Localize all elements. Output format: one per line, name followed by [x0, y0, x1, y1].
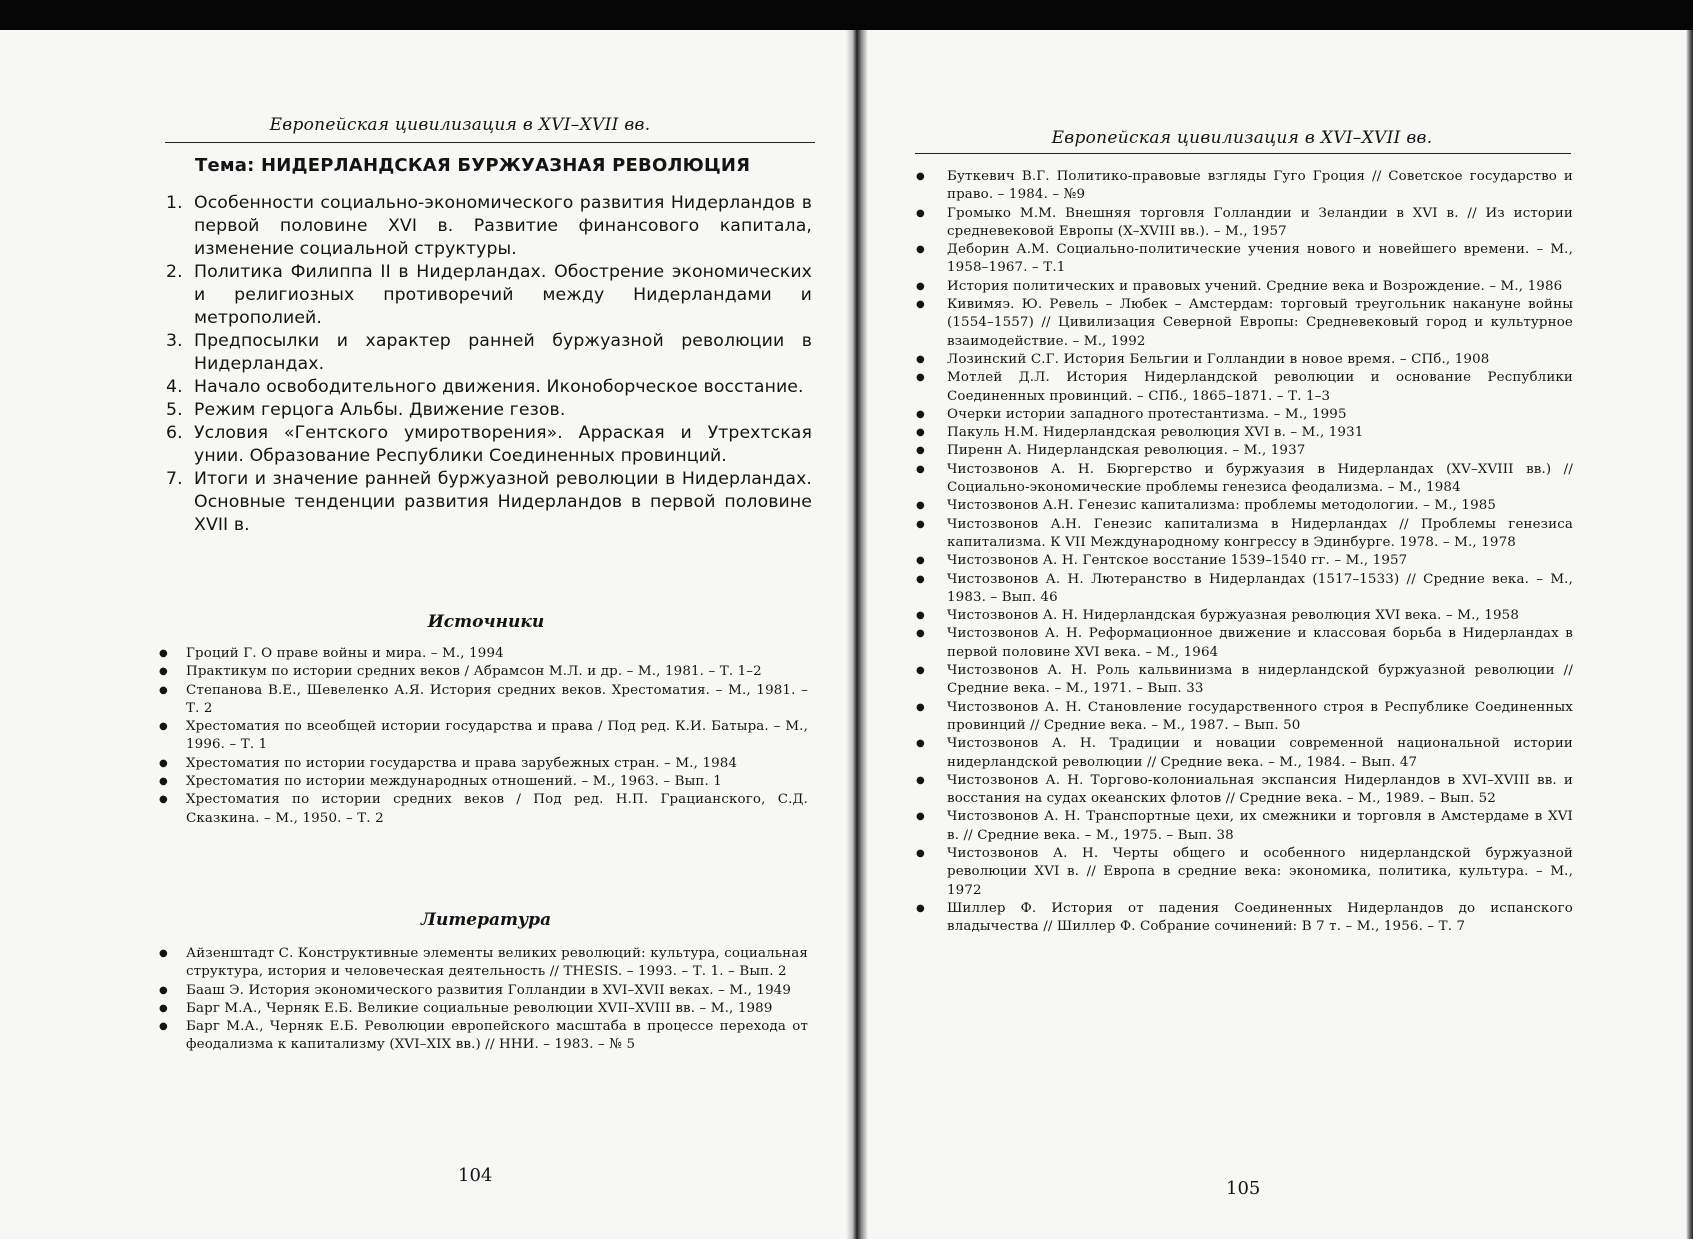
source-item: ● Хрестоматия по истории средних веков / Под ред. Н.П. Грацианского, С.Д. Сказкина. – М., 1950. – Т. 2 — [156, 791, 808, 828]
question-text: Особенности социально-экономического развития Нидерландов в первой половине XVI в. Развитие финансового капитала, изменение социальной структуры. — [194, 193, 812, 259]
source-item: ● Степанова В.Е., Шевеленко А.Я. История средних веков. Хрестоматия. – М., 1981. – Т. 2 — [156, 682, 808, 719]
source-item: ● Гроций Г. О праве войны и мира. – М., 1994 — [156, 645, 808, 663]
question-text: Политика Филиппа II в Нидерландах. Обострение экономических и религиозных противоречий между Нидерландами и метрополией. — [194, 262, 812, 328]
question-item — [160, 468, 812, 537]
book-spine — [846, 30, 868, 1239]
literature-title: Литература — [420, 910, 552, 930]
question-text: Предпосылки и характер ранней буржуазной революции в Нидерландах. — [194, 331, 812, 374]
page-number-right: 105 — [1226, 1178, 1261, 1199]
question-item — [160, 192, 812, 261]
literature-item: ● Айзенштадт С. Конструктивные элементы великих революций: культура, социальная структура, история и человеческая деятельность // THESIS. – 1993. – Т. 1. – Вып. 2 — [156, 945, 808, 982]
reference-item: ● Чистозвонов А. Н. Роль кальвинизма в нидерландской буржуазной революции // Средние века. – М., 1971. – Вып. 33 — [908, 662, 1573, 699]
scan-right-edge — [1686, 30, 1693, 1239]
literature-item: ● Бааш Э. История экономического развития Голландии в XVI–XVII веках. – М., 1949 — [156, 982, 808, 1000]
reference-item: ● Чистозвонов А. Н. Бюргерство и буржуазия в Нидерландах (XV–XVIII вв.) // Социально-экономические проблемы генезиса феодализма. – М., 1984 — [908, 461, 1573, 498]
reference-item: ● Чистозвонов А. Н. Торгово-колониальная экспансия Нидерландов в XVI–XVIII вв. и восстания на судах океанских флотов // Средние века. – М., 1989. – Вып. 52 — [908, 772, 1573, 809]
question-item — [160, 261, 812, 330]
question-number: 3. — [166, 331, 183, 351]
reference-item: ● Чистозвонов А. Н. Лютеранство в Нидерландах (1517–1533) // Средние века. – М., 1983. – Вып. 46 — [908, 571, 1573, 608]
left-head-rule — [165, 142, 815, 143]
reference-item: ● История политических и правовых учений. Средние века и Возрождение. – М., 1986 — [908, 278, 1573, 296]
reference-item: ● Чистозвонов А.Н. Генезис капитализма: проблемы методологии. – М., 1985 — [908, 497, 1573, 515]
reference-item: ● Чистозвонов А. Н. Гентское восстание 1539–1540 гг. – М., 1957 — [908, 552, 1573, 570]
literature-item: ● Барг М.А., Черняк Е.Б. Великие социальные революции XVII–XVIII вв. – М., 1989 — [156, 1000, 808, 1018]
question-number: 7. — [166, 469, 183, 489]
right-head-rule — [915, 153, 1571, 154]
reference-item: ● Чистозвонов А. Н. Черты общего и особенного нидерландской буржуазной революции XVI в. // Европа в средние века: экономика, политика, культура. – М., 1972 — [908, 845, 1573, 900]
reference-item: ● Чистозвонов А. Н. Традиции и новации современной национальной истории нидерландской революции // Средние века. – М., 1984. – Вып. 47 — [908, 735, 1573, 772]
reference-item: ● Громыко М.М. Внешняя торговля Голландии и Зеландии в XVI в. // Из истории средневековой Европы (X–XVIII вв.). – М., 1957 — [908, 205, 1573, 242]
source-item: ● Хрестоматия по всеобщей истории государства и права / Под ред. К.И. Батыра. – М., 1996. – Т. 1 — [156, 718, 808, 755]
reference-item: ● Чистозвонов А. Н. Реформационное движение и классовая борьба в Нидерландах в первой половине XVI века. – М., 1964 — [908, 625, 1573, 662]
reference-item: ● Деборин А.М. Социально-политические учения нового и новейшего времени. – М., 1958–1967. – Т.1 — [908, 241, 1573, 278]
question-number: 5. — [166, 400, 183, 420]
question-number: 4. — [166, 377, 183, 397]
question-number: 6. — [166, 423, 183, 443]
reference-item: ● Пакуль Н.М. Нидерландская революция XVI в. – М., 1931 — [908, 424, 1573, 442]
reference-item: ● Чистозвонов А. Н. Становление государственного строя в Республике Соединенных провинций // Средние века. – М., 1987. – Вып. 50 — [908, 699, 1573, 736]
literature-item: ● Барг М.А., Черняк Е.Б. Революции европейского масштаба в процессе перехода от феодализма к капитализму (XVI–XIX вв.) // ННИ. – 1983. – № 5 — [156, 1018, 808, 1055]
reference-item: ● Очерки истории западного протестантизма. – М., 1995 — [908, 406, 1573, 424]
reference-item: ● Шиллер Ф. История от падения Соединенных Нидерландов до испанского владычества // Шиллер Ф. Собрание сочинений: В 7 т. – М., 1956. – Т. 7 — [908, 900, 1573, 937]
sources-list — [156, 645, 808, 828]
question-text: Начало освободительного движения. Иконоборческое восстание. — [194, 377, 804, 397]
right-references-list — [908, 168, 1573, 936]
left-running-head: Европейская цивилизация в XVI–XVII вв. — [269, 115, 651, 135]
literature-list — [156, 945, 808, 1055]
question-item — [160, 399, 812, 422]
reference-item: ● Чистозвонов А. Н. Нидерландская буржуазная революция XVI века. – М., 1958 — [908, 607, 1573, 625]
source-item: ● Хрестоматия по истории государства и права зарубежных стран. – М., 1984 — [156, 755, 808, 773]
reference-item: ● Пиренн А. Нидерландская революция. – М., 1937 — [908, 442, 1573, 460]
scan-top-border — [0, 0, 1693, 30]
source-item: ● Хрестоматия по истории международных отношений. – М., 1963. – Вып. 1 — [156, 773, 808, 791]
reference-item: ● Кивимяэ. Ю. Ревель – Любек – Амстердам: торговый треугольник накануне войны (1554–1557) // Цивилизация Северной Европы: Средневековый город и культурное взаимодействие. – М., 1992 — [908, 296, 1573, 351]
question-item — [160, 422, 812, 468]
right-running-head: Европейская цивилизация в XVI–XVII вв. — [1051, 128, 1433, 148]
question-text: Итоги и значение ранней буржуазной революции в Нидерландах. Основные тенденции развития Нидерландов в первой половине XVII в. — [194, 469, 812, 535]
question-text: Условия «Гентского умиротворения». Арраская и Утрехтская унии. Образование Республики Соединенных провинций. — [194, 423, 812, 466]
reference-item: ● Чистозвонов А.Н. Генезис капитализма в Нидерландах // Проблемы генезиса капитализма. К VII Международному конгрессу в Эдинбурге. 1978. – М., 1978 — [908, 516, 1573, 553]
source-item: ● Практикум по истории средних веков / Абрамсон М.Л. и др. – М., 1981. – Т. 1–2 — [156, 663, 808, 681]
page-number-left: 104 — [458, 1165, 493, 1186]
question-item — [160, 376, 812, 399]
reference-item: ● Лозинский С.Г. История Бельгии и Голландии в новое время. – СПб., 1908 — [908, 351, 1573, 369]
question-number: 1. — [166, 193, 183, 213]
sources-title: Источники — [427, 612, 545, 632]
reference-item: ● Мотлей Д.Л. История Нидерландской революции и основание Республики Соединенных провинций. – СПб., 1865–1871. – Т. 1–3 — [908, 369, 1573, 406]
question-item — [160, 330, 812, 376]
question-number: 2. — [166, 262, 183, 282]
questions-list — [160, 192, 812, 537]
reference-item: ● Чистозвонов А. Н. Транспортные цехи, их смежники и торговля в Амстердаме в XVI в. // Средние века. – М., 1975. – Вып. 38 — [908, 808, 1573, 845]
question-text: Режим герцога Альбы. Движение гезов. — [194, 400, 566, 420]
topic-title: Тема: НИДЕРЛАНДСКАЯ БУРЖУАЗНАЯ РЕВОЛЮЦИЯ — [195, 155, 751, 176]
reference-item: ● Буткевич В.Г. Политико-правовые взгляды Гуго Гроция // Советское государство и право. – 1984. – №9 — [908, 168, 1573, 205]
